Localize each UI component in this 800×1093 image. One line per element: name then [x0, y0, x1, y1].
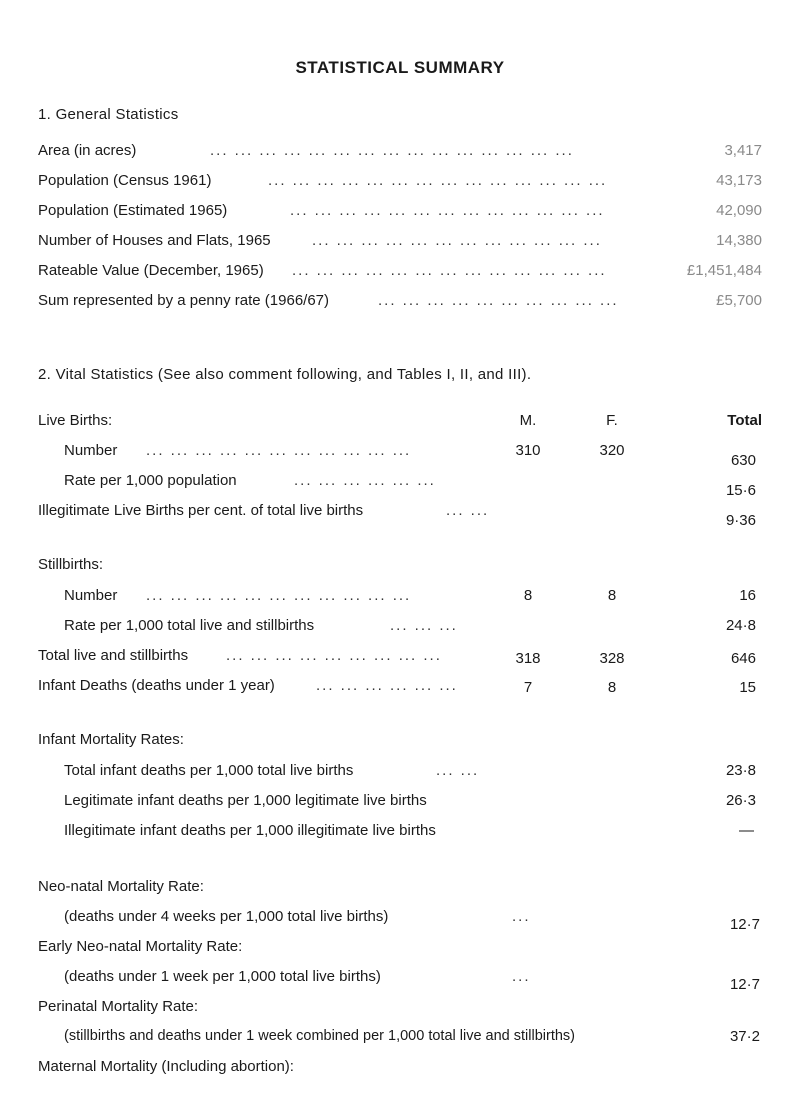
area-label: Area (in acres) — [38, 142, 137, 159]
infant-mortality-total-value: 23·8 — [725, 762, 756, 779]
leader-dots: ... ... ... ... ... ... ... ... ... ... ... ... ... — [290, 202, 605, 219]
population-census-value: 43,173 — [716, 172, 762, 189]
live-births-f-value: 320 — [599, 442, 625, 459]
total-live-still-m-value: 318 — [515, 650, 541, 667]
infant-deaths-total-value: 15 — [739, 679, 756, 696]
population-estimated-value: 42,090 — [716, 202, 762, 219]
live-births-total-value: 630 — [730, 452, 756, 469]
infant-deaths-label: Infant Deaths (deaths under 1 year) — [38, 677, 275, 694]
leader-dots: ... ... ... ... ... ... — [294, 472, 436, 489]
leader-dots: ... ... ... — [390, 617, 458, 634]
penny-rate-label: Sum represented by a penny rate (1966/67) — [38, 292, 330, 309]
leader-dots: ... — [512, 968, 531, 985]
perinatal-label: Perinatal Mortality Rate: — [38, 998, 199, 1015]
illegitimate-births-label: Illegitimate Live Births per cent. of total live births — [38, 502, 364, 519]
page-title: STATISTICAL SUMMARY — [295, 58, 505, 77]
houses-flats-label: Number of Houses and Flats, 1965 — [38, 232, 271, 249]
infant-mortality-legit-label: Legitimate infant deaths per 1,000 legitimate live births — [64, 792, 427, 809]
leader-dots: ... ... ... ... ... ... ... ... ... ... ... ... — [312, 232, 602, 249]
leader-dots: ... ... ... ... ... ... — [316, 677, 458, 694]
area-value: 3,417 — [724, 142, 762, 159]
live-births-label: Live Births: — [38, 412, 113, 429]
infant-mortality-illegit-label: Illegitimate infant deaths per 1,000 illegitimate live births — [64, 822, 436, 839]
column-f-header: F. — [606, 412, 618, 429]
live-births-number-label: Number — [64, 442, 118, 459]
infant-deaths-m-value: 7 — [523, 679, 533, 696]
stillbirths-f-value: 8 — [607, 587, 617, 604]
stillbirths-total-value: 16 — [739, 587, 756, 604]
early-neo-natal-label: Early Neo-natal Mortality Rate: — [38, 938, 243, 955]
infant-mortality-total-label: Total infant deaths per 1,000 total live births — [64, 762, 354, 779]
rateable-value-value: £1,451,484 — [686, 262, 762, 279]
section-2-heading: 2. Vital Statistics (See also comment following, and Tables I, II, and III). — [38, 366, 532, 383]
perinatal-value: 37·2 — [729, 1028, 760, 1045]
live-births-rate-value: 15·6 — [725, 482, 756, 499]
leader-dots: ... ... ... ... ... ... ... ... ... ... ... ... ... — [292, 262, 607, 279]
live-births-rate-label: Rate per 1,000 population — [64, 472, 237, 489]
total-live-still-f-value: 328 — [599, 650, 625, 667]
leader-dots: ... ... — [446, 502, 490, 519]
perinatal-desc: (stillbirths and deaths under 1 week combined per 1,000 total live and stillbirths) — [64, 1028, 575, 1044]
stillbirths-label: Stillbirths: — [38, 556, 104, 573]
total-live-still-total-value: 646 — [730, 650, 756, 667]
leader-dots: ... ... ... ... ... ... ... ... ... ... ... — [146, 442, 412, 459]
early-neo-natal-value: 12·7 — [729, 976, 760, 993]
penny-rate-value: £5,700 — [716, 292, 762, 309]
maternal-mortality-label: Maternal Mortality (Including abortion): — [38, 1058, 294, 1075]
live-births-m-value: 310 — [515, 442, 541, 459]
neo-natal-value: 12·7 — [729, 916, 760, 933]
stillbirths-m-value: 8 — [523, 587, 533, 604]
population-census-label: Population (Census 1961) — [38, 172, 212, 189]
stillbirths-number-label: Number — [64, 587, 118, 604]
neo-natal-desc: (deaths under 4 weeks per 1,000 total live births) — [64, 908, 389, 925]
houses-flats-value: 14,380 — [716, 232, 762, 249]
infant-mortality-legit-value: 26·3 — [725, 792, 756, 809]
section-1-heading: 1. General Statistics — [38, 106, 179, 123]
neo-natal-label: Neo-natal Mortality Rate: — [38, 878, 204, 895]
leader-dots: ... — [512, 908, 531, 925]
stillbirths-rate-value: 24·8 — [725, 617, 756, 634]
leader-dots: ... ... ... ... ... ... ... ... ... ... ... — [146, 587, 412, 604]
leader-dots: ... ... ... ... ... ... ... ... ... — [226, 647, 442, 664]
stillbirths-rate-label: Rate per 1,000 total live and stillbirths — [64, 617, 315, 634]
infant-mortality-illegit-value: — — [739, 822, 754, 839]
infant-mortality-label: Infant Mortality Rates: — [38, 731, 184, 748]
population-estimated-label: Population (Estimated 1965) — [38, 202, 228, 219]
illegitimate-births-value: 9·36 — [725, 512, 756, 529]
infant-deaths-f-value: 8 — [607, 679, 617, 696]
leader-dots: ... ... ... ... ... ... ... ... ... ... ... ... ... ... ... — [210, 142, 574, 159]
total-live-still-label: Total live and stillbirths — [38, 647, 189, 664]
column-m-header: M. — [519, 412, 537, 429]
leader-dots: ... ... ... ... ... ... ... ... ... ... — [378, 292, 619, 309]
early-neo-natal-desc: (deaths under 1 week per 1,000 total live births) — [64, 968, 381, 985]
leader-dots: ... ... — [436, 762, 480, 779]
column-total-header: Total — [727, 412, 762, 429]
leader-dots: ... ... ... ... ... ... ... ... ... ... ... ... ... ... — [268, 172, 608, 189]
rateable-value-label: Rateable Value (December, 1965) — [38, 262, 264, 279]
